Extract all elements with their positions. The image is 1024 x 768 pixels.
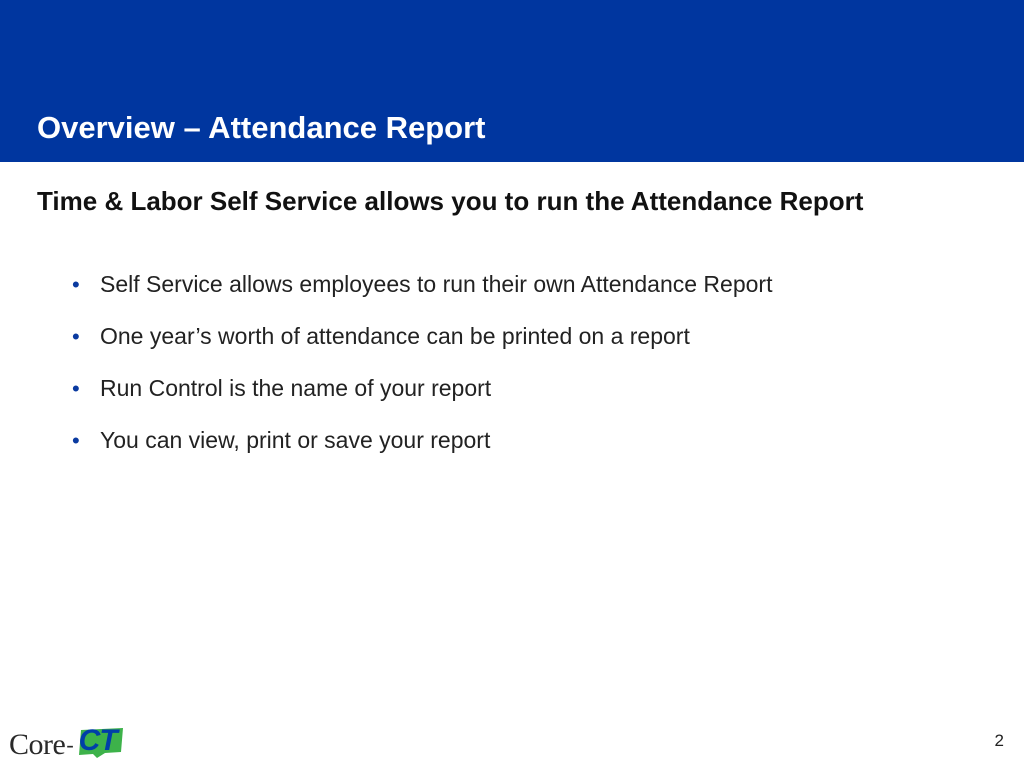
slide-title: Overview – Attendance Report bbox=[37, 110, 486, 145]
bullet-icon: • bbox=[72, 376, 80, 401]
list-item bbox=[72, 372, 772, 424]
list-item bbox=[72, 424, 772, 476]
list-item-text: Run Control is the name of your report bbox=[100, 375, 492, 401]
list-item-text: Self Service allows employees to run their own Attendance Report bbox=[100, 271, 773, 297]
connecticut-logo-icon bbox=[75, 726, 125, 760]
list-item-text: You can view, print or save your report bbox=[100, 427, 491, 453]
logo-dash-text: - bbox=[66, 732, 74, 757]
bullet-icon: • bbox=[72, 428, 80, 453]
lead-text: Time & Labor Self Service allows you to run the Attendance Report bbox=[37, 186, 864, 216]
bullet-icon: • bbox=[72, 272, 80, 297]
page-number: 2 bbox=[994, 731, 1004, 750]
bullet-list bbox=[72, 268, 772, 476]
bullet-icon: • bbox=[72, 324, 80, 349]
list-item-text: One year’s worth of attendance can be printed on a report bbox=[100, 323, 690, 349]
list-item bbox=[72, 320, 772, 372]
logo-core-text: Core bbox=[9, 728, 66, 761]
core-ct-logo bbox=[9, 724, 125, 762]
list-item bbox=[72, 268, 772, 320]
logo-ct-text: CT bbox=[78, 724, 117, 757]
